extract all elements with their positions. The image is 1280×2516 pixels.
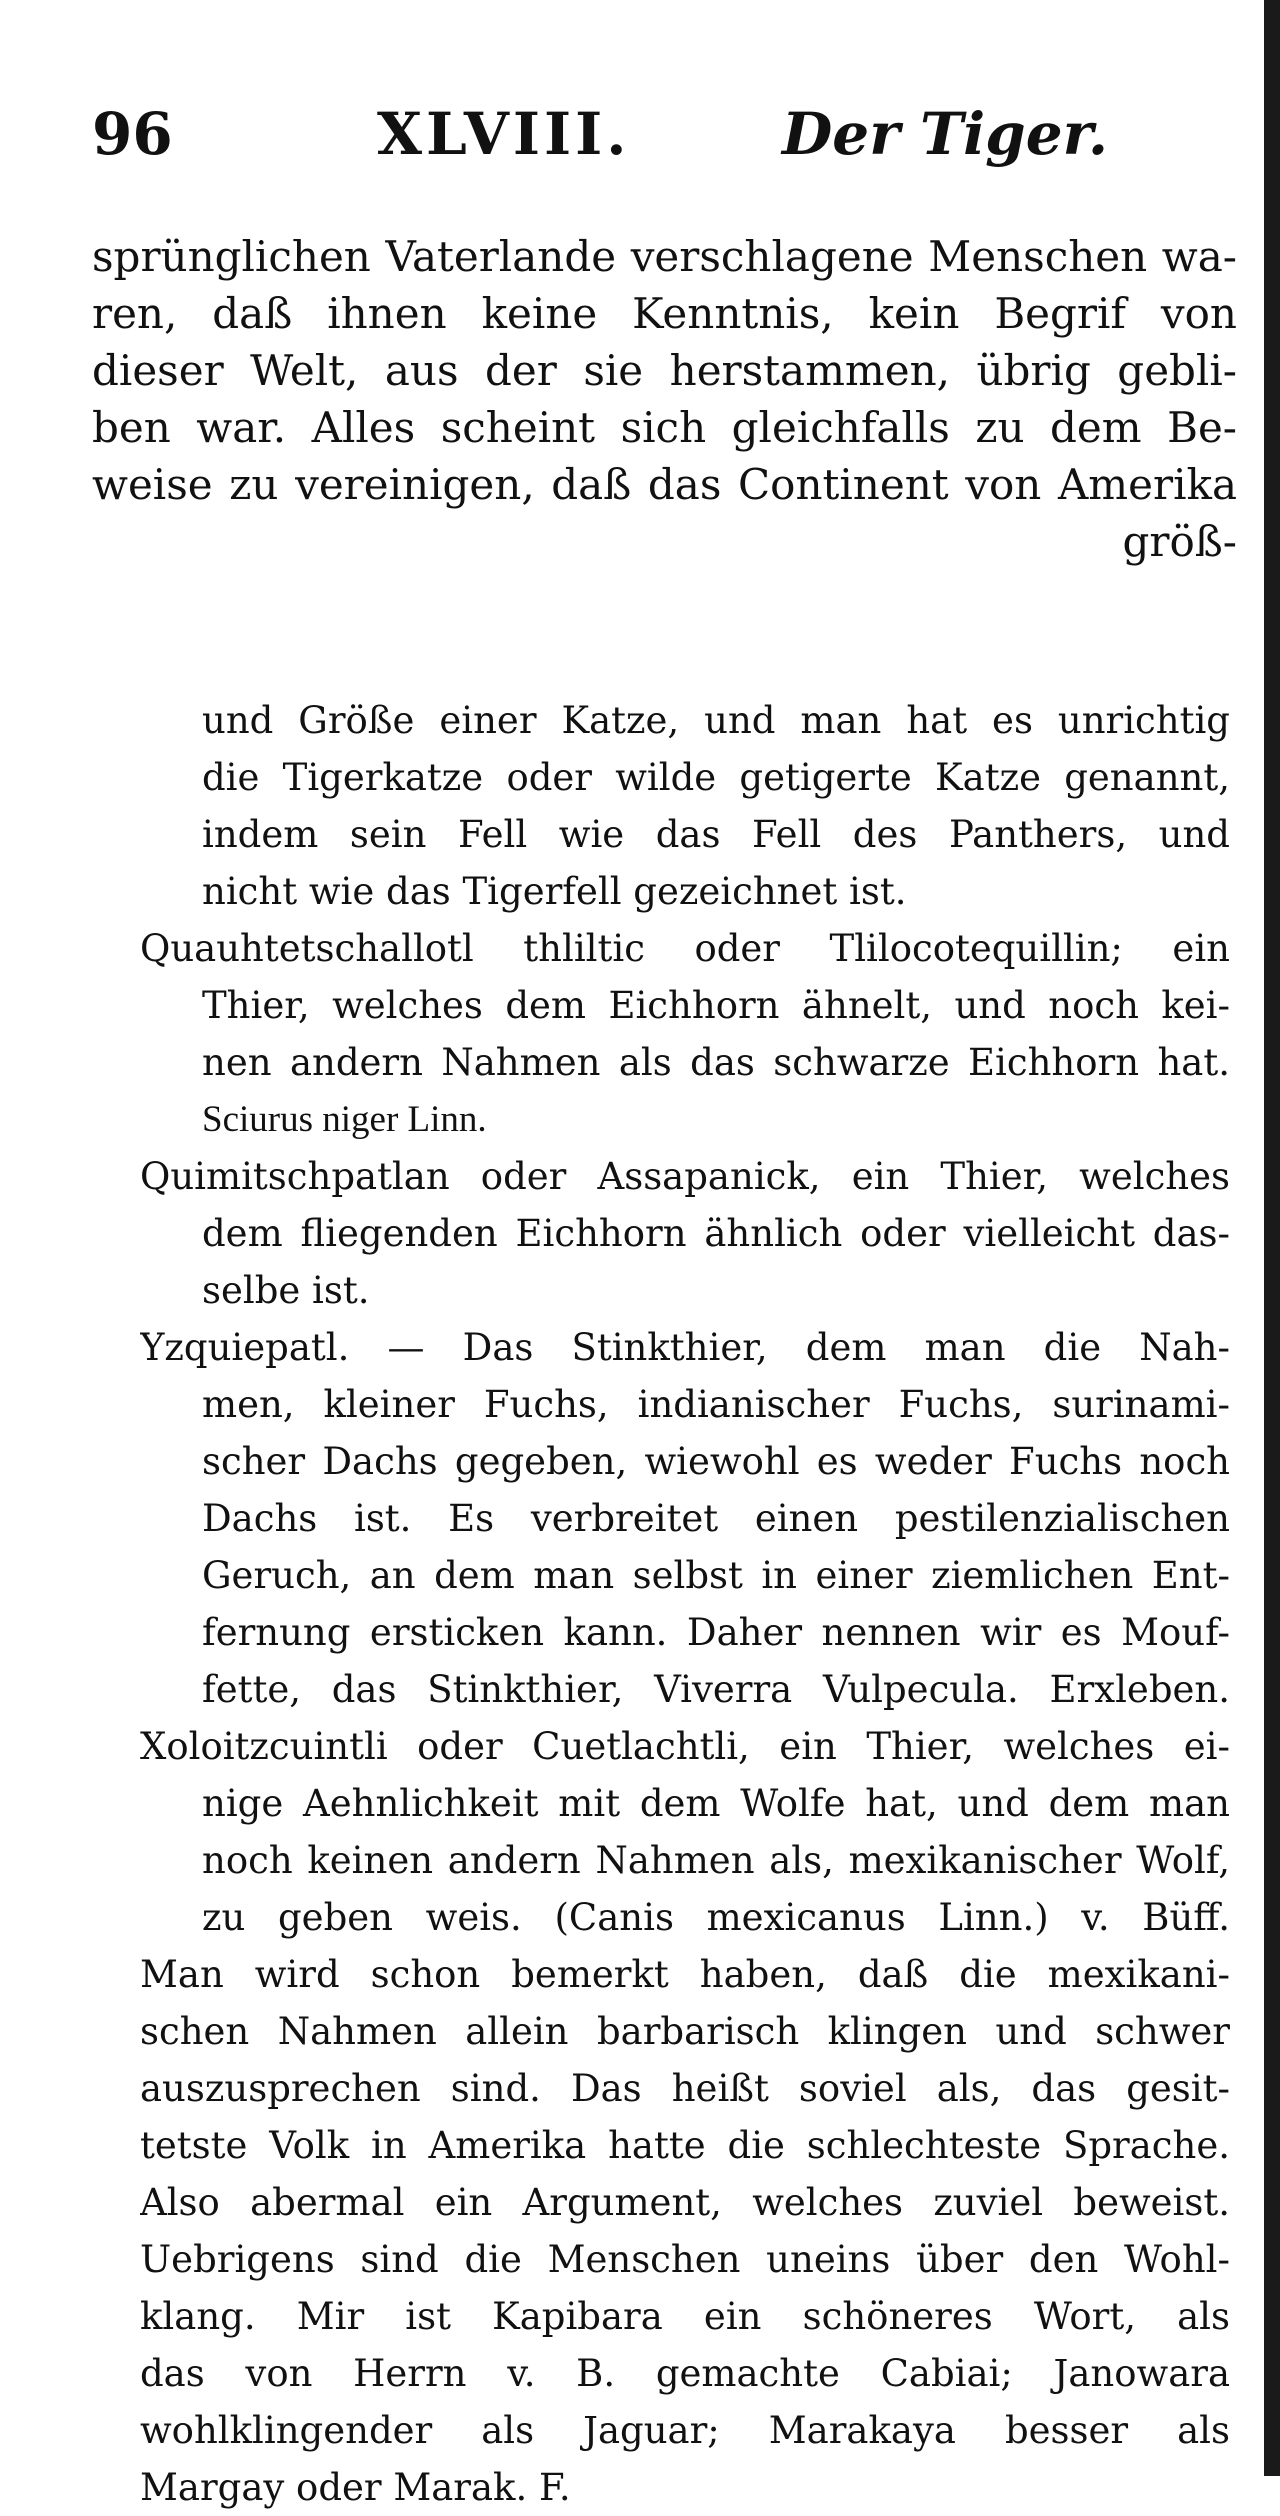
footnote-entry-start: Yzquiepatl. — Das Stinkthier, dem man die Nah-	[140, 1326, 1230, 1369]
main-text	[92, 228, 1237, 570]
footnote-entry-start: Quimitschpatlan oder Assapanick, ein Thier, welches	[140, 1155, 1230, 1198]
footnote-line: Also abermal ein Argument, welches zuviel beweist.	[140, 2181, 1230, 2224]
footnote-line: Dachs ist. Es verbreitet einen pestilenzialischen	[202, 1497, 1230, 1540]
text-line: sprünglichen Vaterlande verschlagene Menschen wa-	[92, 232, 1237, 281]
footnote-line: auszusprechen sind. Das heißt soviel als, das gesit-	[140, 2067, 1230, 2110]
footnote-line: scher Dachs gegeben, wiewohl es weder Fuchs noch	[202, 1440, 1230, 1483]
text-line: ren, daß ihnen keine Kenntnis, kein Begrif von	[92, 289, 1237, 338]
footnote-line: und Größe einer Katze, und man hat es unrichtig	[202, 699, 1230, 742]
footnote-entry-start: Xoloitzcuintli oder Cuetlachtli, ein Thier, welches ei-	[140, 1725, 1230, 1768]
footnote-line: die Tigerkatze oder wilde getigerte Katze genannt,	[202, 756, 1230, 799]
footnote-line: das von Herrn v. B. gemachte Cabiai; Janowara	[140, 2352, 1230, 2395]
footnote-line: fernung ersticken kann. Daher nennen wir es Mouf-	[202, 1611, 1230, 1654]
latin-name: Sciurus niger Linn.	[202, 1099, 487, 1140]
footnote-line: schen Nahmen allein barbarisch klingen und schwer	[140, 2010, 1230, 2053]
footnote-line: men, kleiner Fuchs, indianischer Fuchs, surinami-	[202, 1383, 1230, 1426]
text-line: dieser Welt, aus der sie herstammen, übrig gebli-	[92, 346, 1237, 395]
text-line: ben war. Alles scheint sich gleichfalls zu dem Be-	[92, 403, 1237, 452]
running-header	[92, 100, 1192, 180]
footnote-line: indem sein Fell wie das Fell des Panthers, und	[202, 813, 1230, 856]
catchword: größ-	[1122, 517, 1237, 566]
footnote-line: Uebrigens sind die Menschen uneins über den Wohl-	[140, 2238, 1230, 2281]
footnote-line: zu geben weis. (Canis mexicanus Linn.) v. Büff.	[202, 1896, 1230, 1939]
footnote-line: nige Aehnlichkeit mit dem Wolfe hat, und dem man	[202, 1782, 1230, 1825]
footnote-line: wohlklingender als Jaguar; Marakaya besser als	[140, 2409, 1230, 2452]
footnote-entry-start: Quauhtetschallotl thliltic oder Tlilocotequillin; ein	[140, 927, 1230, 970]
footnote-line: dem fliegenden Eichhorn ähnlich oder vielleicht das-	[202, 1212, 1230, 1255]
footnote-line: nen andern Nahmen als das schwarze Eichhorn hat.	[202, 1041, 1230, 1084]
page-edge	[1264, 0, 1280, 2476]
footnotes	[140, 692, 1230, 2516]
footnote-line: Thier, welches dem Eichhorn ähnelt, und noch kei-	[202, 984, 1230, 1027]
footnote-line: noch keinen andern Nahmen als, mexikanischer Wolf,	[202, 1839, 1230, 1882]
chapter-number: XLVIII.	[377, 100, 631, 168]
footnote-line: klang. Mir ist Kapibara ein schöneres Wort, als	[140, 2295, 1230, 2338]
footnote-entry-start: Man wird schon bemerkt haben, daß die mexikani-	[140, 1953, 1230, 1996]
footnote-line: Margay oder Marak. F.	[140, 2466, 571, 2509]
text-line: weise zu vereinigen, daß das Continent von Amerika	[92, 460, 1237, 509]
footnote-line: tetste Volk in Amerika hatte die schlechteste Sprache.	[140, 2124, 1230, 2167]
chapter-title: Der Tiger.	[782, 100, 1109, 168]
footnote-line: Geruch, an dem man selbst in einer ziemlichen Ent-	[202, 1554, 1230, 1597]
footnote-line: nicht wie das Tigerfell gezeichnet ist.	[202, 870, 907, 913]
page-number: 96	[92, 100, 173, 168]
footnote-line: fette, das Stinkthier, Viverra Vulpecula. Erxleben.	[202, 1668, 1230, 1711]
footnote-line: selbe ist.	[202, 1269, 370, 1312]
